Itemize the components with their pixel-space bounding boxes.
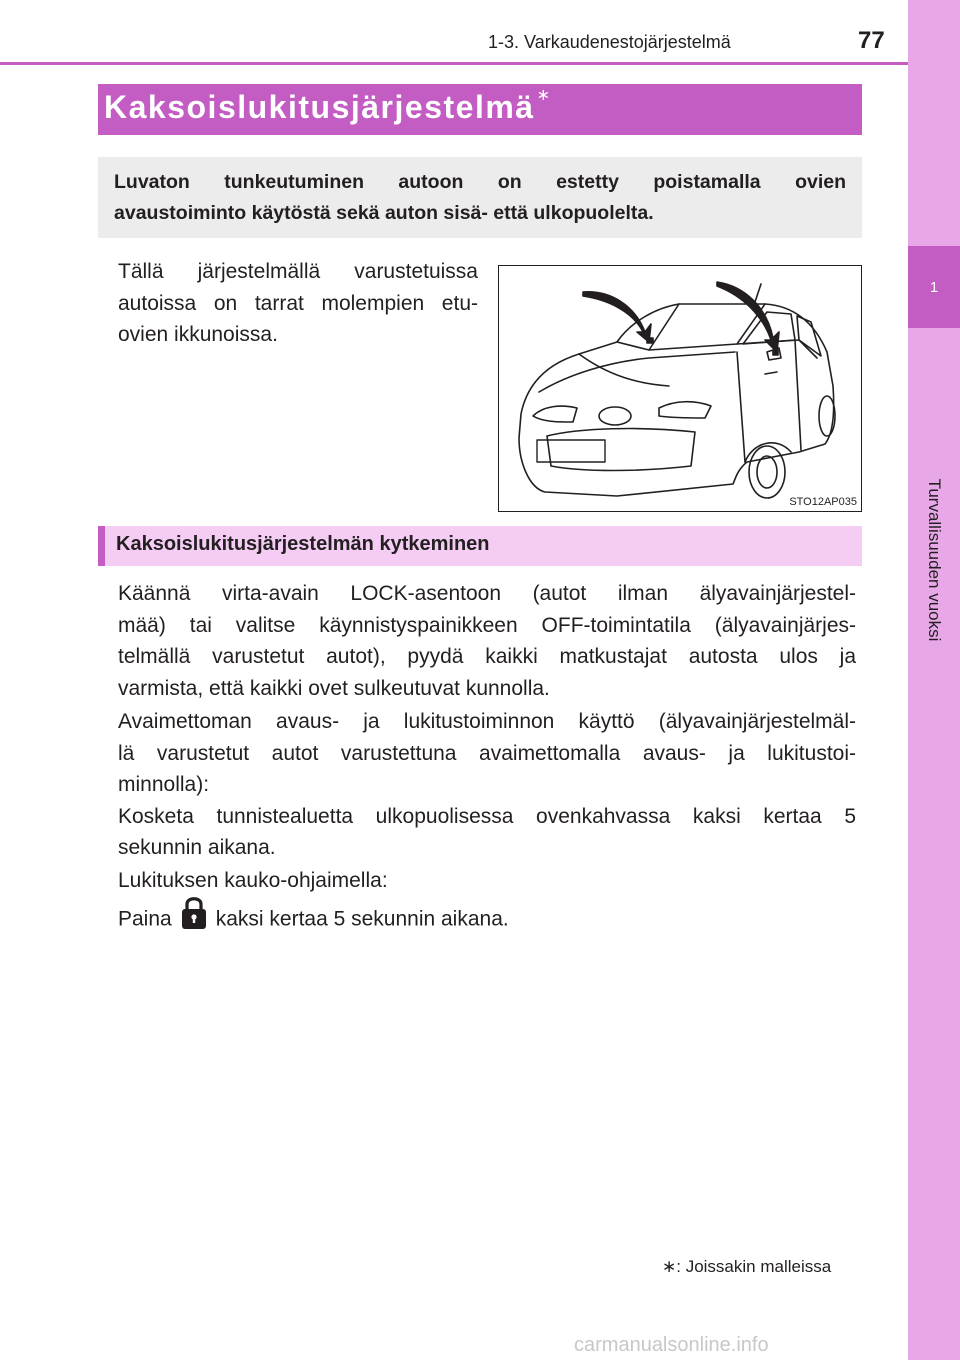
p2-line-2: lä varustetut autot varustettuna avaimettomalla avaus- ja lukitustoi-: [118, 741, 856, 765]
lead-line-3: ovien ikkunoissa.: [118, 323, 278, 346]
section-heading: Kaksoislukitusjärjestelmän kytkeminen: [116, 533, 490, 555]
header-rule: [0, 62, 908, 65]
p3-line-1: Lukituksen kauko-ohjaimella:: [118, 869, 388, 892]
chapter-number: 1: [929, 278, 939, 296]
p1-line-1: Käännä virta-avain LOCK-asentoon (autot ilman älyavainjärjestel-: [118, 582, 856, 605]
lead-line-2: autoissa on tarrat molempien etu-: [118, 291, 478, 315]
chapter-side-tab: [908, 0, 960, 1360]
running-header-section: 1-3. Varkaudenestojärjestelmä: [488, 32, 731, 52]
p1-line-3: telmällä varustetut autot), pyydä kaikki matkustajat autosta ulos ja: [118, 645, 856, 668]
chapter-number-badge: [908, 246, 960, 328]
p3-line-2: [118, 897, 856, 943]
p2-line-4: Kosketa tunnistealuetta ulkopuolisessa ovenkahvassa kaksi kertaa 5: [118, 804, 856, 828]
footnote-text: : Joissakin malleissa: [676, 1257, 832, 1276]
p2-line-1: Avaimettoman avaus- ja lukitustoiminnon käyttö (älyavainjärjestelmäl-: [118, 710, 856, 733]
section-heading-accent: [98, 526, 105, 566]
body-paragraph-2: [118, 706, 856, 864]
footnote: [662, 1257, 831, 1277]
intro-line-1: Luvaton tunkeutuminen autoon on estetty poistamalla ovien: [114, 171, 846, 193]
figure-code: STO12AP035: [789, 496, 857, 508]
page-number: 77: [858, 27, 885, 54]
lead-line-1: Tällä järjestelmällä varustetuissa: [118, 260, 478, 283]
title-asterisk: ∗: [536, 87, 552, 104]
page-title-text: Kaksoislukitusjärjestelmä: [104, 89, 535, 125]
lead-paragraph: [118, 256, 478, 351]
intro-line-2: avaustoiminto käytöstä sekä auton sisä- että ulkopuolelta.: [114, 202, 654, 224]
page-title: [104, 89, 551, 126]
car-drawing: [499, 266, 861, 511]
lock-icon: [180, 894, 208, 940]
p3-line-2-before: Paina: [118, 906, 172, 930]
watermark: carmanualsonline.info: [574, 1334, 769, 1356]
body-paragraph-1: [118, 578, 856, 704]
p2-line-3: minnolla):: [118, 773, 210, 796]
p1-line-4: varmista, että kaikki ovet sulkeutuvat kunnolla.: [118, 676, 550, 700]
intro-box: [98, 157, 862, 238]
body-paragraph-3: [118, 865, 856, 942]
p1-line-2: mää) tai valitse käynnistyspainikkeen OFF-toimintatila (älyavainjärjes-: [118, 613, 856, 637]
chapter-title-vertical: Turvallisuuden vuoksi: [925, 478, 944, 642]
footnote-asterisk: ∗: [662, 1257, 677, 1276]
p2-line-5: sekunnin aikana.: [118, 836, 276, 859]
p3-line-2-after: kaksi kertaa 5 sekunnin aikana.: [215, 906, 509, 930]
car-illustration: [498, 265, 862, 512]
